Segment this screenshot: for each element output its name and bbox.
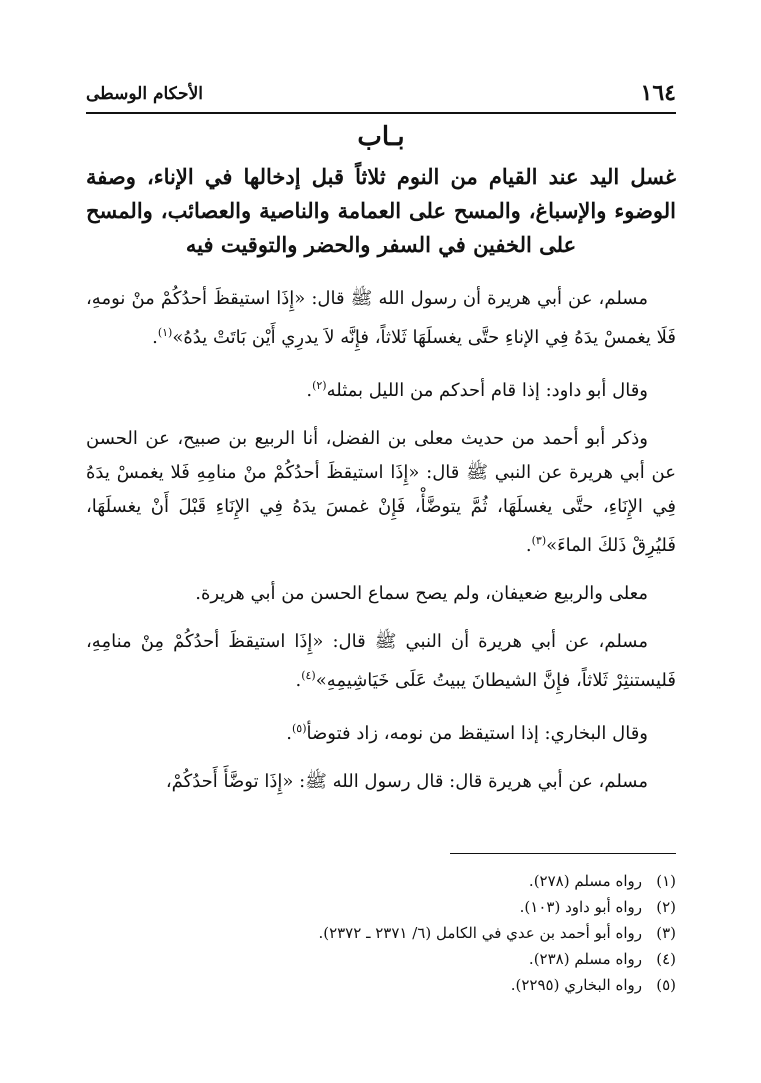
paragraph: وقال البخاري: إذا استيقظ من نومه، زاد فتوضأ$^{(٥)}$. xyxy=(286,722,648,744)
footnote-ref: (٢) xyxy=(312,379,327,392)
paragraph: وقال أبو داود: إذا قام أحدكم من الليل بمثله$^{(٢)}$. xyxy=(306,379,648,401)
page-header xyxy=(86,78,676,114)
chapter-heading: غسل اليد عند القيام من النوم ثلاثاً قبل إدخالها في الإناء، وصفة الوضوء والإسباغ، والمسح على العمامة والناصية والعصائب، والمسح على الخفين في السفر والحضر والتوقيت فيه xyxy=(86,164,676,257)
chapter-label: بـاب xyxy=(357,122,405,152)
page-body xyxy=(86,118,676,813)
footnote: (٤)رواه مسلم (٢٣٨). xyxy=(528,950,676,968)
footnote-ref: (٣) xyxy=(531,534,547,547)
footnote: (٥)رواه البخاري (٢٢٩٥). xyxy=(510,976,676,994)
footnote: (١)رواه مسلم (٢٧٨). xyxy=(528,872,676,890)
footnote-ref: (٥) xyxy=(291,722,307,735)
page-number: ١٦٤ xyxy=(640,80,676,106)
footnote-ref: (٤) xyxy=(301,669,316,682)
paragraph: مسلم، عن أبي هريرة أن رسول الله ﷺ قال: «إِذَا استيقظَ أحدُكُمْ منْ نومهِ، فَلَا يغمسْ يدَهُ فِي الإناءِ حتَّى يغسلَهَا ثَلاثاً، فإِنَّه لاَ يدرِي أَيْن بَاتَتْ يدُهُ»$^{(١)}$. xyxy=(86,288,676,348)
paragraph: معلى والربيع ضعيفان، ولم يصح سماع الحسن من أبي هريرة. xyxy=(195,583,648,604)
footnote: (٣)رواه أبو أحمد بن عدي في الكامل (٦/ ٢٣٧١ ـ ٢٣٧٢). xyxy=(318,924,676,942)
running-title: الأحكام الوسطى xyxy=(86,84,203,104)
paragraph: وذكر أبو أحمد من حديث معلى بن الفضل، أنا الربيع بن صبيح، عن الحسن عن أبي هريرة عن النبي ﷺ قال: «إِذَا استيقظَ أحدُكُمْ منْ منامِهِ فَلا يغمسْ يدَهُ فِي الإِنَاءِ، حتَّى يغسلَهَا، ثُمَّ يتوضَّأْ، فَإِنْ غمسَ يدَهُ فِي الإِنَاءِ قَبْلَ أَنْ يغسلَهَا، فَليُرِقْ ذَلكَ الماءَ»$^{(٣)}$. xyxy=(86,428,676,556)
footnotes xyxy=(86,868,676,998)
footnote-separator xyxy=(450,853,676,854)
paragraph: مسلم، عن أبي هريرة أن النبي ﷺ قال: «إِذَا استيقظَ أحدُكُمْ مِنْ منامِهِ، فَليستنثِرْ ثَلاثاً، فإِنَّ الشيطانَ يبيتُ عَلَى خَيَاشِيمِهِ»$^{(٤)}$. xyxy=(86,631,676,691)
footnote-ref: (١) xyxy=(157,326,173,339)
footnote: (٢)رواه أبو داود (١٠٣). xyxy=(519,898,676,916)
paragraph: مسلم، عن أبي هريرة قال: قال رسول الله ﷺ: «إِذَا توضَّأَ أَحدُكُمْ، xyxy=(165,771,648,792)
